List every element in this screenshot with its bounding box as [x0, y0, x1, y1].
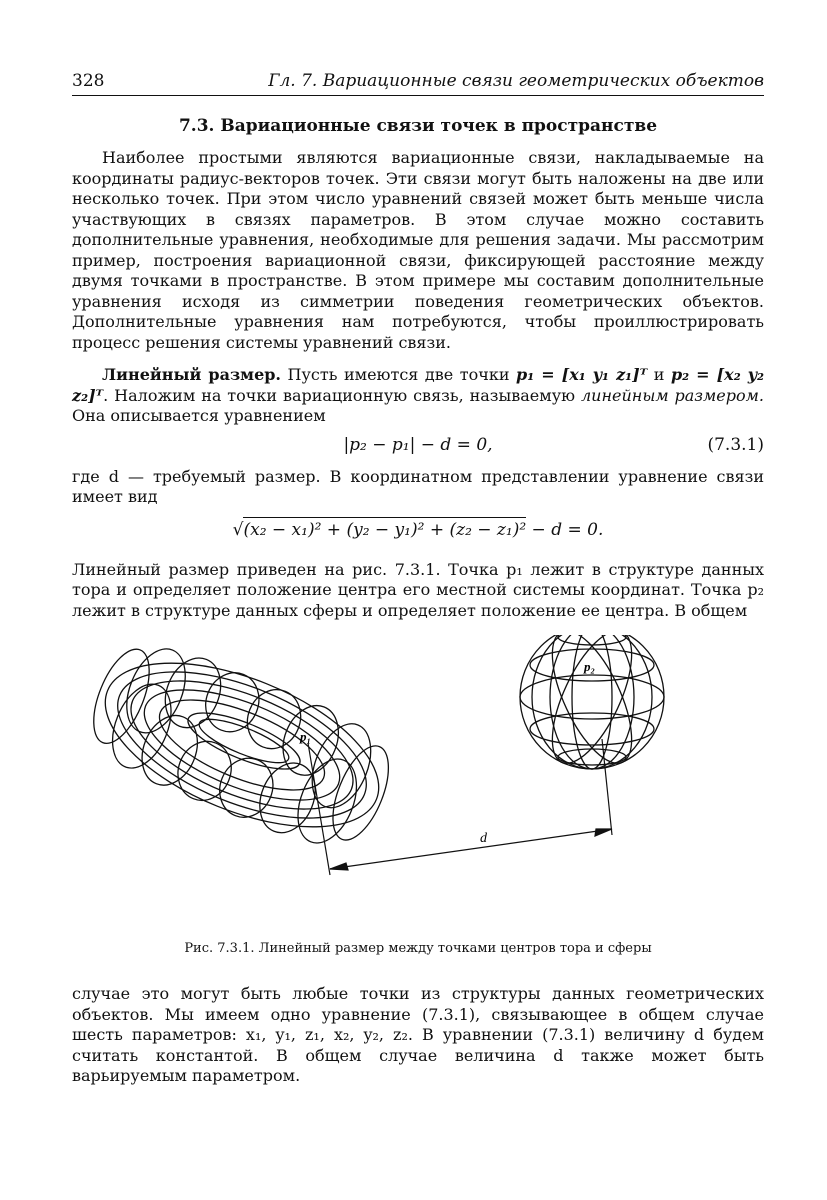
- vector-p2: p₂ = [x₂ y₂ z₂]ᵀ: [72, 365, 765, 405]
- vector-p1: p₁ = [x₁ y₁ z₁]ᵀ: [516, 365, 648, 384]
- paragraph-intro: Наиболее простыми являются вариационные связи, накладываемые на координаты радиус-векторов точек. Эти связи могут быть наложены на две или несколько точек. При этом число уравнений связей может быть меньше числа участвующих в связях параметров. В этом случае можно составить дополнительные уравнения, необходимые для решения задачи. Мы рассмотрим пример, построения вариационной связи, фиксирующей расстояние между двумя точками в пространстве. В этом примере мы составим дополнительные уравнения исходя из симметрии поведения геометрических объектов. Дополнительные уравнения нам потребуются, чтобы проиллюстрировать процесс решения системы уравнений связи.: [72, 148, 764, 352]
- label-p1: p₁: [300, 729, 312, 744]
- sqrt-radicand: (x₂ − x₁)² + (y₂ − y₁)² + (z₂ − z₁)²: [243, 517, 526, 540]
- dimension-line: [330, 829, 612, 869]
- sqrt-sign: √: [232, 519, 244, 540]
- figure-torus-sphere: [72, 635, 764, 935]
- label-p2: p₂: [584, 659, 596, 674]
- paragraph-conclusion: случае это могут быть любые точки из структуры данных геометрических объектов. Мы имеем одно уравнение (7.3.1), связывающее в общем случае шесть параметров: x₁, y₁, z₁, x₂, y₂, z₂. В уравнении (7.3.1) величину d будем считать константой. В общем случае величина d также может быть варьируемым параметром.: [72, 984, 764, 1085]
- paragraph-linear-size: Линейный размер. Пусть имеются две точки p₁ = [x₁ y₁ z₁]ᵀ и p₂ = [x₂ y₂ z₂]ᵀ. Наложим на точки вариационную связь, называемую линейным размером. Она описывается уравнением: [72, 365, 765, 425]
- torus-wireframe: [76, 635, 406, 864]
- equation-tail: − d = 0.: [526, 519, 604, 540]
- dimension-arrow-right: [595, 829, 612, 836]
- section-title: 7.3. Вариационные связи точек в пространстве: [178, 116, 658, 136]
- label-d: d: [480, 831, 487, 846]
- page-number: 328: [72, 71, 105, 91]
- equation-coordinate: [72, 508, 764, 560]
- chapter-title: Гл. 7. Вариационные связи геометрических объектов: [268, 71, 764, 91]
- figure-drawing: [72, 635, 764, 935]
- figure-caption: Рис. 7.3.1. Линейный размер между точками центров тора и сферы: [184, 941, 652, 956]
- page: [72, 70, 764, 1087]
- dimension-arrow-left: [330, 863, 348, 870]
- equation-body: |p₂ − p₁| − d = 0,: [343, 434, 493, 455]
- runin-heading: Линейный размер.: [102, 365, 282, 384]
- equation-7-3-1: [72, 427, 764, 467]
- sphere-wireframe: [520, 635, 664, 774]
- equation-number: (7.3.1): [707, 434, 764, 455]
- term-linear-size: линейным размером.: [580, 385, 764, 405]
- paragraph-figure-ref: Линейный размер приведен на рис. 7.3.1. Точка p₁ лежит в структуре данных тора и определяет положение центра его местной системы координат. Точка p₂ лежит в структуре данных сферы и определяет положение ее центра. В общем: [72, 559, 764, 620]
- paragraph-where: где d — требуемый размер. В координатном представлении уравнение связи имеет вид: [72, 466, 764, 506]
- extension-line-p2: [602, 739, 612, 835]
- running-head: [72, 70, 764, 96]
